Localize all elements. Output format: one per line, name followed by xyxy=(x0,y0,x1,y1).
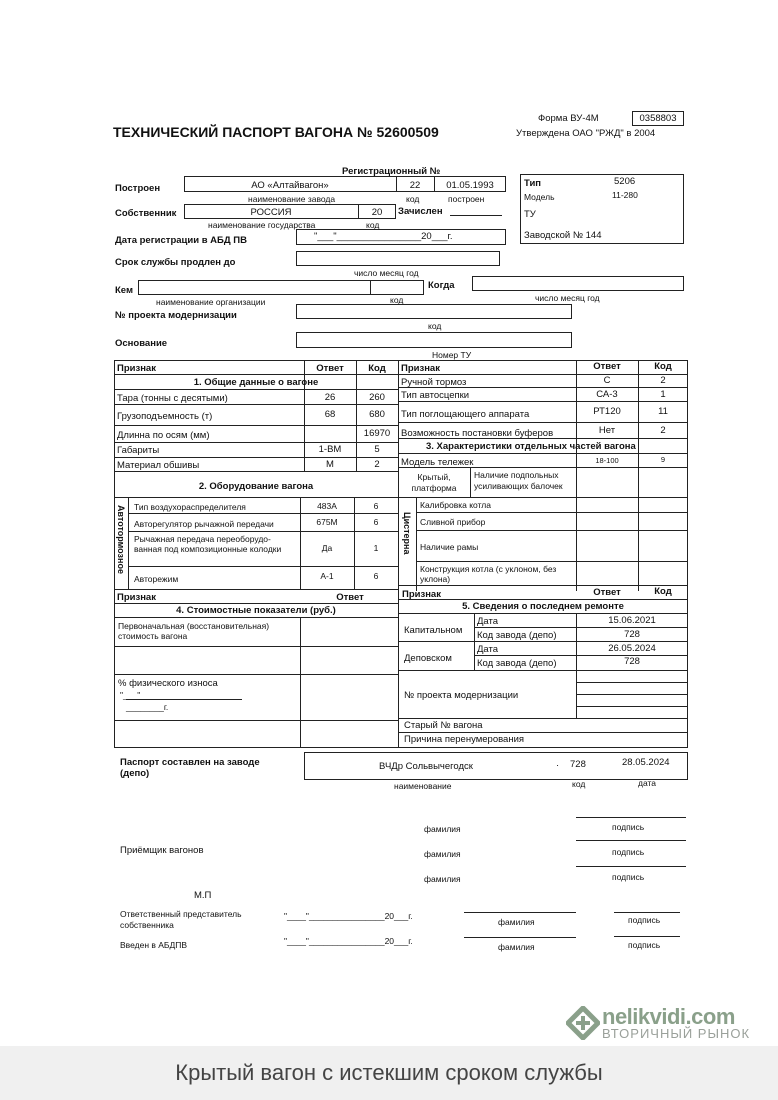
s2-code-1: 6 xyxy=(373,517,379,527)
depot-date: 26.05.2024 xyxy=(608,643,656,654)
depot-code: 728 xyxy=(624,656,640,667)
r1-code-0: 2 xyxy=(660,375,666,386)
logo-name: nelikvidi.com xyxy=(602,1004,735,1029)
basis-label: Основание xyxy=(115,338,168,349)
section5-title: 5. Сведения о последнем ремонте xyxy=(462,601,624,612)
capital-code-label: Код завода (депо) xyxy=(477,630,557,641)
tank-row-0: Калибровка котла xyxy=(420,500,491,510)
caption-plant: наименование завода xyxy=(248,194,336,204)
entered-surname: фамилия xyxy=(498,942,535,952)
section3-title: 3. Характеристики отдельных частей вагона xyxy=(426,441,636,452)
head-answer-left: Ответ xyxy=(316,363,344,374)
reg-date-label: Дата регистрации в АБД ПВ xyxy=(115,235,247,246)
extended-label: Срок службы продлен до xyxy=(115,257,236,268)
type-label: Тип xyxy=(524,178,542,189)
s2-code-2: 1 xyxy=(373,543,379,553)
section4-title: 4. Стоимостные показатели (руб.) xyxy=(176,605,336,616)
r1-label-3: Возможность постановки буферов xyxy=(401,428,554,439)
section2-vertical: Автотормозное xyxy=(116,505,126,574)
s2-answer-2: Да xyxy=(321,543,333,553)
model-label: Модель xyxy=(524,192,555,202)
caption-compiled-date: дата xyxy=(638,778,657,788)
built-date: 01.05.1993 xyxy=(446,180,494,191)
owner-label: Собственник xyxy=(115,208,177,219)
capital-label: Капитальном xyxy=(404,625,463,636)
owner-name: РОССИЯ xyxy=(250,207,292,218)
s2-code-3: 6 xyxy=(373,571,379,581)
s1-label-2: Длинна по осям (мм) xyxy=(117,430,210,441)
s1-label-3: Габариты xyxy=(117,445,160,456)
s1-code-4: 2 xyxy=(374,459,380,470)
s1-code-3: 5 xyxy=(374,444,380,455)
r1-label-0: Ручной тормоз xyxy=(401,377,467,388)
entered-signature: подпись xyxy=(628,940,661,950)
form-label: Форма ВУ-4М xyxy=(538,113,599,124)
s1-answer-0: 26 xyxy=(324,392,336,403)
s2-label-0: Тип воздухораспределителя xyxy=(134,502,246,512)
r1-answer-2: РТ120 xyxy=(593,406,621,417)
receiver-surname-3: фамилия xyxy=(424,874,461,884)
initial-cost-label: Первоначальная (восстановительная) стоимость вагона xyxy=(118,621,270,641)
head-sign-left: Признак xyxy=(117,363,156,374)
s1-label-0: Тара (тонны с десятыми) xyxy=(117,393,228,404)
compiled-code: 728 xyxy=(570,759,586,770)
head-code-right: Код xyxy=(654,361,672,372)
head-code-left: Код xyxy=(368,363,386,374)
capital-code: 728 xyxy=(624,629,640,640)
r1-code-3: 2 xyxy=(660,425,666,436)
s1-answer-1: 68 xyxy=(324,409,336,420)
receiver-signature-2: подпись xyxy=(612,847,645,857)
tank-vertical: Цистерна xyxy=(402,512,412,555)
s1-answer-4: М xyxy=(326,459,334,470)
covered-platform: Крытый, платформа xyxy=(411,472,457,493)
form-number: 0358803 xyxy=(639,113,677,124)
receiver-label: Приёмщик вагонов xyxy=(120,845,204,856)
owner-rep-signature: подпись xyxy=(628,915,661,925)
caption-org: наименование организации xyxy=(156,297,266,307)
wear-label: % физического износа xyxy=(118,678,218,689)
when-box xyxy=(472,276,684,291)
registration-label: Регистрационный № xyxy=(342,166,441,177)
section1-title: 1. Общие данные о вагоне xyxy=(193,377,319,388)
r1-label-1: Тип автосцепки xyxy=(401,390,470,401)
bogie-answer: 18-100 xyxy=(595,456,619,465)
reason-label: Причина перенумерования xyxy=(404,734,525,745)
tu-label: ТУ xyxy=(524,209,536,220)
s1-code-2: 16970 xyxy=(363,428,391,439)
type-value: 5206 xyxy=(614,176,636,187)
wear-date: "___"_______________ xyxy=(120,690,212,700)
caption-state: наименование государства xyxy=(208,220,316,230)
document-title: ТЕХНИЧЕСКИЙ ПАСПОРТ ВАГОНА № 52600509 xyxy=(113,124,439,140)
caption-compiled-name: наименование xyxy=(394,781,452,791)
receiver-surname-1: фамилия xyxy=(424,824,461,834)
nelikvidi-logo xyxy=(566,1002,766,1042)
depot-code-label: Код завода (депо) xyxy=(477,658,557,669)
logo-mark-icon xyxy=(566,1006,600,1040)
built-label: Построен xyxy=(115,183,161,194)
modernization-box xyxy=(296,304,572,319)
owner-rep-date: "____"________________20___г. xyxy=(284,911,413,921)
head2-answer-right: Ответ xyxy=(593,587,621,598)
depot-label: Деповском xyxy=(404,653,452,664)
tank-row-1: Сливной прибор xyxy=(420,517,486,527)
s1-code-0: 260 xyxy=(369,392,385,403)
s2-answer-1: 675М xyxy=(316,517,338,527)
tank-row-3: Конструкция котла (с уклоном, без уклона) xyxy=(420,564,557,584)
head2-sign-right: Признак xyxy=(402,589,441,600)
s2-label-1: Авторегулятор рычажной передачи xyxy=(134,519,274,529)
capital-date-label: Дата xyxy=(477,616,499,627)
caption-org-code: код xyxy=(390,295,404,305)
s2-answer-0: 483А xyxy=(317,501,337,511)
caption-owner-code: код xyxy=(366,220,380,230)
r1-code-2: 11 xyxy=(658,406,668,417)
compiled-label: Паспорт составлен на заводе (депо) xyxy=(120,757,260,779)
s1-label-4: Материал обшивы xyxy=(117,460,200,471)
image-caption: Крытый вагон с истекшим сроком службы xyxy=(0,1046,778,1100)
compiled-dot: · xyxy=(556,760,560,771)
entered-label: Введен в АБДПВ xyxy=(120,940,188,950)
old-number-label: Старый № вагона xyxy=(404,720,483,731)
caption-built: построен xyxy=(448,194,485,204)
caption-tu-number: Номер ТУ xyxy=(432,350,472,360)
enrolled-label: Зачислен xyxy=(398,206,443,217)
modernization-label: № проекта модернизации xyxy=(115,310,237,321)
owner-code: 20 xyxy=(371,207,383,218)
owner-rep-surname: фамилия xyxy=(498,917,535,927)
r1-answer-1: СА-3 xyxy=(596,389,618,400)
section2-title: 2. Оборудование вагона xyxy=(198,481,314,492)
caption-compiled-code: код xyxy=(572,779,586,789)
r1-answer-3: Нет xyxy=(598,425,616,436)
bogie-label: Модель тележек xyxy=(401,457,474,468)
model-value: 11-280 xyxy=(612,190,638,200)
r1-code-1: 1 xyxy=(660,389,666,400)
caption-when-date: число месяц год xyxy=(535,293,600,303)
s1-code-1: 680 xyxy=(369,409,385,420)
depot-date-label: Дата xyxy=(477,644,499,655)
head-sign-right: Признак xyxy=(401,363,440,374)
logo-subtitle: ВТОРИЧНЫЙ РЫНОК xyxy=(602,1026,751,1041)
receiver-surname-2: фамилия xyxy=(424,849,461,859)
when-label: Когда xyxy=(428,280,455,291)
bogie-code: 9 xyxy=(660,455,666,464)
basis-box xyxy=(296,332,572,348)
owner-rep-label: Ответственный представитель собственника xyxy=(120,909,242,930)
capital-date: 15.06.2021 xyxy=(608,615,656,626)
r1-label-2: Тип поглощающего аппарата xyxy=(401,409,530,420)
caption-code: код xyxy=(406,194,420,204)
head2-sign-left: Признак xyxy=(117,592,156,603)
wear-year: ________г. xyxy=(126,702,169,712)
by-whom-label: Кем xyxy=(115,285,133,296)
s2-answer-3: А-1 xyxy=(320,571,334,581)
compiled-date: 28.05.2024 xyxy=(622,757,670,768)
head2-code-right: Код xyxy=(654,586,672,597)
extended-box xyxy=(296,251,500,266)
head-answer-right: Ответ xyxy=(593,361,621,372)
reg-date-value: "___"________________20___г. xyxy=(314,231,453,242)
factory-number: Заводской № 144 xyxy=(524,230,602,241)
built-code: 22 xyxy=(409,180,421,191)
s1-answer-3: 1-ВМ xyxy=(318,444,342,455)
entered-date: "____"________________20___г. xyxy=(284,936,413,946)
stamp-label: М.П xyxy=(194,890,212,901)
receiver-signature-1: подпись xyxy=(612,822,645,832)
approved-note: Утверждена ОАО "РЖД" в 2004 xyxy=(516,128,656,139)
s2-label-2: Рычажная передача переоборудо-ванная под композиционные колодки xyxy=(134,534,282,554)
by-whom-box xyxy=(138,280,424,295)
r1-answer-0: С xyxy=(603,375,611,386)
caption-modernization-code: код xyxy=(428,321,442,331)
head2-answer-left: Ответ xyxy=(336,592,364,603)
modern-label: № проекта модернизации xyxy=(404,690,519,701)
s2-code-0: 6 xyxy=(373,501,379,511)
s1-label-1: Грузоподъемность (т) xyxy=(117,411,213,422)
tank-row-2: Наличие рамы xyxy=(420,542,479,552)
built-plant: АО «Алтайвагон» xyxy=(251,180,329,191)
caption-extended-date: число месяц год xyxy=(354,268,419,278)
s2-label-3: Авторежим xyxy=(134,574,179,584)
compiled-plant: ВЧДр Сольвычегодск xyxy=(379,761,473,772)
beams-label: Наличие подпольных усиливающих балочек xyxy=(474,470,563,491)
receiver-signature-3: подпись xyxy=(612,872,645,882)
